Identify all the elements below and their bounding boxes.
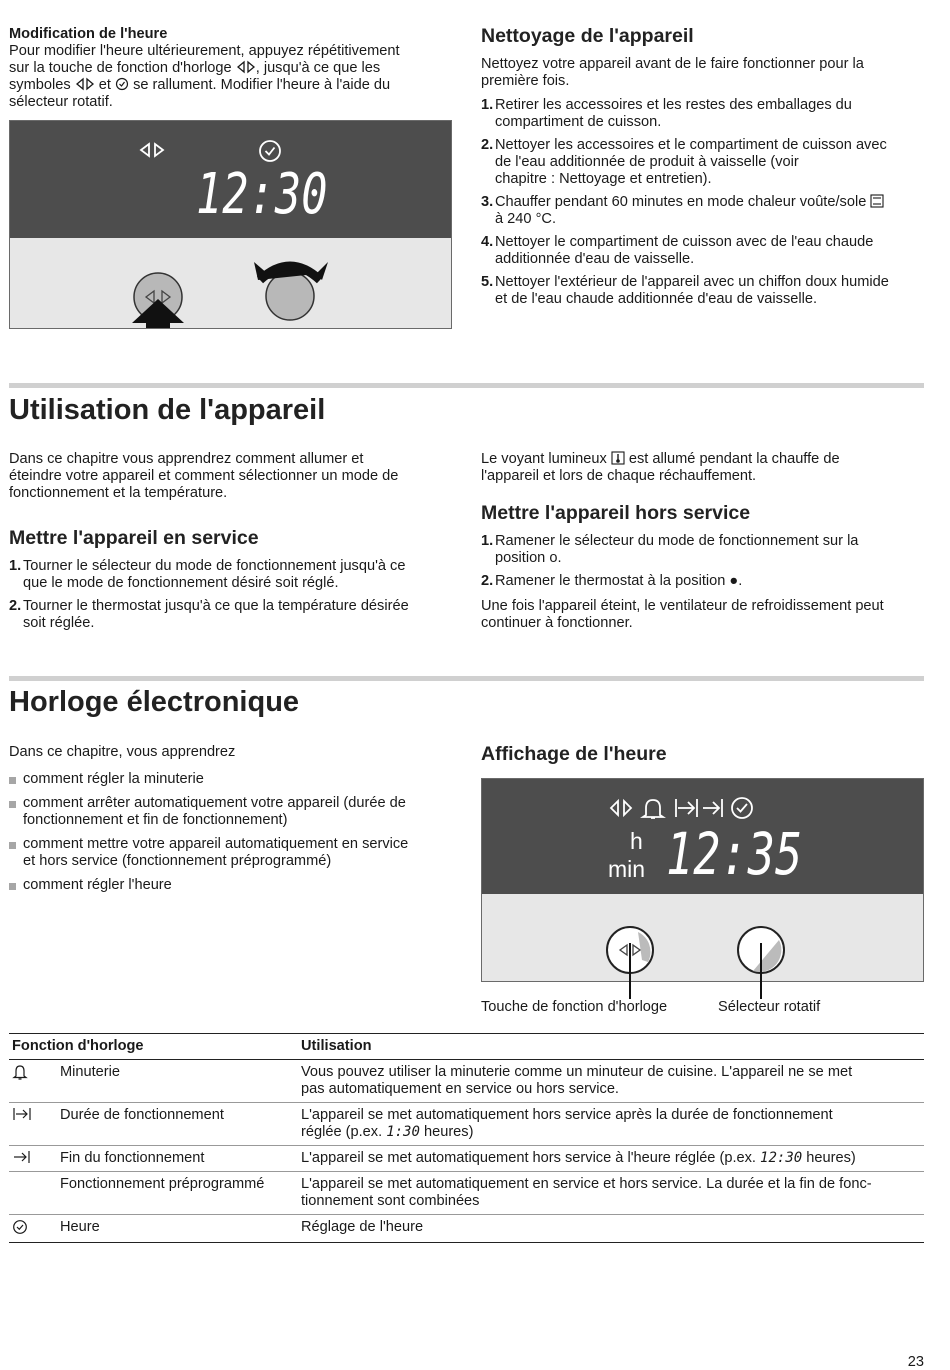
clock-icon xyxy=(115,77,129,91)
utilisation-intro: Dans ce chapitre vous apprendrez comment allumer et éteindre votre appareil et comment sélectionner un mode de fonctionnement et la température. xyxy=(9,451,399,501)
nettoyage-steps xyxy=(481,97,926,314)
time-display: 12:35 xyxy=(666,820,803,888)
table-row: Minuterie Vous pouvez utiliser la minuterie comme un minuteur de cuisine. L'appareil ne se met pas automatiquement en service ou hors service. xyxy=(9,1060,924,1103)
clock-panel-illustration-2 xyxy=(481,778,924,982)
display-min-label: min xyxy=(608,856,646,882)
modification-title: Modification de l'heure xyxy=(9,26,168,42)
duration-icon xyxy=(12,1107,32,1121)
table-row: Heure Réglage de l'heure xyxy=(9,1215,924,1243)
clock-symbols-row xyxy=(608,795,758,821)
inline-time-display: 1:30 xyxy=(386,1124,420,1140)
horloge-intro: Dans ce chapitre, vous apprendrez xyxy=(9,744,236,760)
column-header: Fonction d'horloge xyxy=(9,1034,298,1060)
list-item: comment régler la minuterie xyxy=(9,771,454,788)
utilisation-title: Utilisation de l'appareil xyxy=(9,394,326,426)
display-h-label: h xyxy=(630,828,643,854)
label-selecteur: Sélecteur rotatif xyxy=(718,999,821,1015)
rotary-selector xyxy=(250,246,334,329)
list-item: 2. Tourner le thermostat jusqu'à ce que la température désirée soit réglée. xyxy=(9,598,409,631)
display-area xyxy=(482,779,923,894)
hors-service-steps xyxy=(481,533,926,596)
clock-icon xyxy=(258,139,282,163)
nettoyage-intro: Nettoyez votre appareil avant de le faire fonctionner pour la première fois. xyxy=(481,56,864,89)
clock-function-icon xyxy=(75,77,95,91)
callout-line xyxy=(629,943,631,999)
list-item: 1. Retirer les accessoires et les restes des emballages du compartiment de cuisson. xyxy=(481,97,852,130)
callout-line xyxy=(760,943,762,999)
clock-function-icon xyxy=(138,141,166,159)
label-touche: Touche de fonction d'horloge xyxy=(481,999,668,1015)
list-item: 4. Nettoyer le compartiment de cuisson avec de l'eau chaude additionnée d'eau de vaisselle. xyxy=(481,234,874,267)
modification-section xyxy=(9,26,449,111)
table-header xyxy=(9,1034,924,1060)
list-item: 3. Chauffer pendant 60 minutes en mode chaleur voûte/sole à 240 °C. xyxy=(481,194,926,228)
clock-panel-illustration-1 xyxy=(9,120,452,329)
hors-service-title: Mettre l'appareil hors service xyxy=(481,502,751,524)
list-item: 5. Nettoyer l'extérieur de l'appareil avec un chiffon doux humide et de l'eau chaude additionnée d'eau de vaisselle. xyxy=(481,274,889,307)
clock-function-table xyxy=(9,1033,924,1243)
end-icon xyxy=(12,1150,32,1164)
en-service-steps xyxy=(9,558,454,638)
list-item: 2. Nettoyer les accessoires et le compartiment de cuisson avec de l'eau additionnée de produit à vaisselle (voir chapitre : Nettoyage et entretien). xyxy=(481,137,887,187)
table-row: Fin du fonctionnement L'appareil se met automatiquement hors service à l'heure réglée (p.ex. 12:30 heures) xyxy=(9,1146,924,1172)
section-divider xyxy=(9,676,924,681)
page-number: 23 xyxy=(907,1354,924,1370)
clock-function-icon xyxy=(236,60,256,74)
list-item: 1. Ramener le sélecteur du mode de fonctionnement sur la position o. xyxy=(481,533,859,566)
nettoyage-title: Nettoyage de l'appareil xyxy=(481,25,694,47)
hors-service-note: Une fois l'appareil éteint, le ventilateur de refroidissement peut continuer à fonctionner. xyxy=(481,598,884,631)
modification-text-3: symboles et se rallument. Modifier l'heure à l'aide du xyxy=(9,77,391,93)
voyant-text: Le voyant lumineux est allumé pendant la chauffe de l'appareil et lors de chaque réchauffement. xyxy=(481,451,840,484)
affichage-title: Affichage de l'heure xyxy=(481,743,667,765)
list-item: comment régler l'heure xyxy=(9,877,454,894)
top-bottom-heat-icon xyxy=(870,194,884,208)
section-divider xyxy=(9,383,924,388)
display-area xyxy=(10,121,451,238)
bell-icon xyxy=(12,1064,28,1080)
horloge-bullets xyxy=(9,771,454,901)
modification-text-4: sélecteur rotatif. xyxy=(9,94,113,110)
modification-text-2: sur la touche de fonction d'horloge , jusqu'à ce que les xyxy=(9,60,381,76)
en-service-title: Mettre l'appareil en service xyxy=(9,527,259,549)
list-item: 1. Tourner le sélecteur du mode de fonctionnement jusqu'à ce que le mode de fonctionnement désiré soit réglé. xyxy=(9,558,406,591)
list-item: comment arrêter automatiquement votre appareil (durée de fonctionnement et fin de fonctionnement) xyxy=(9,795,454,829)
clock-icon xyxy=(12,1219,28,1235)
time-display: 12:30 xyxy=(196,162,328,227)
horloge-title: Horloge électronique xyxy=(9,686,300,718)
list-item: comment mettre votre appareil automatiquement en service et hors service (fonctionnement préprogrammé) xyxy=(9,836,454,870)
inline-time-display: 12:30 xyxy=(760,1150,803,1166)
table-row: Durée de fonctionnement L'appareil se met automatiquement hors service après la durée de fonctionnement réglée (p.ex. 1:30 heures) xyxy=(9,1103,924,1146)
modification-text-1: Pour modifier l'heure ultérieurement, appuyez répétitivement xyxy=(9,43,400,59)
heating-light-icon xyxy=(611,451,625,465)
press-arrow-icon xyxy=(130,299,186,329)
table-row: Fonctionnement préprogrammé L'appareil se met automatiquement en service et hors service. La durée et la fin de fonc- tionnement sont combinées xyxy=(9,1172,924,1215)
list-item: 2. Ramener le thermostat à la position ●. xyxy=(481,573,743,589)
column-header: Utilisation xyxy=(298,1034,924,1060)
